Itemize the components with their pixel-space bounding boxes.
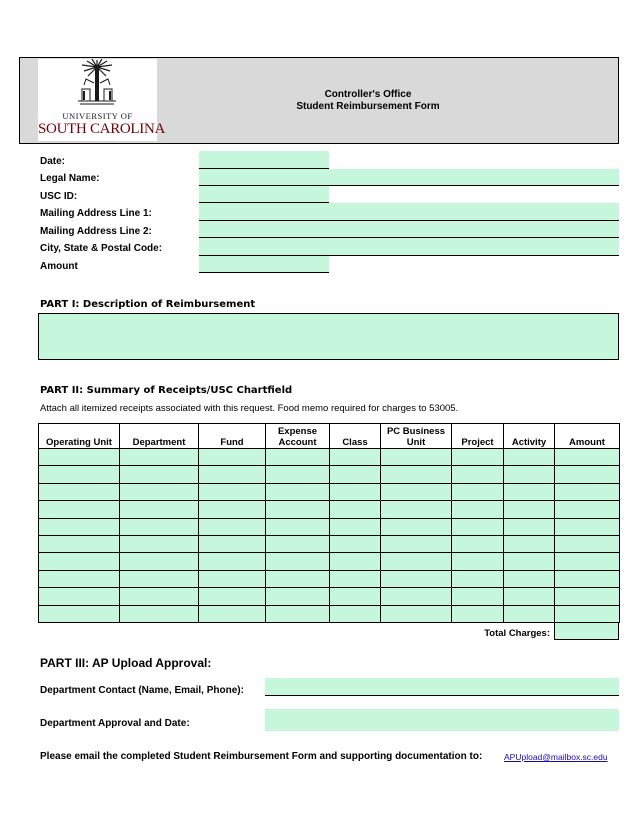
table-cell[interactable] bbox=[452, 501, 504, 518]
table-cell[interactable] bbox=[266, 553, 330, 570]
address-line2-field[interactable] bbox=[199, 221, 619, 238]
table-cell[interactable] bbox=[381, 501, 452, 518]
table-cell[interactable] bbox=[330, 570, 381, 587]
table-row bbox=[39, 570, 620, 587]
table-cell[interactable] bbox=[39, 535, 120, 552]
table-cell[interactable] bbox=[504, 570, 555, 587]
table-cell[interactable] bbox=[330, 605, 381, 622]
table-cell[interactable] bbox=[504, 605, 555, 622]
table-cell[interactable] bbox=[555, 483, 620, 500]
table-cell[interactable] bbox=[381, 518, 452, 535]
table-cell[interactable] bbox=[452, 535, 504, 552]
table-cell[interactable] bbox=[39, 570, 120, 587]
table-cell[interactable] bbox=[39, 605, 120, 622]
table-header-row bbox=[39, 424, 620, 449]
table-cell[interactable] bbox=[504, 501, 555, 518]
table-cell[interactable] bbox=[330, 466, 381, 483]
table-cell[interactable] bbox=[199, 483, 266, 500]
form-title: Student Reimbursement Form bbox=[296, 101, 440, 112]
date-label: Date: bbox=[40, 156, 66, 167]
table-cell[interactable] bbox=[199, 588, 266, 605]
table-cell[interactable] bbox=[504, 483, 555, 500]
table-cell[interactable] bbox=[452, 483, 504, 500]
address-line2-label: Mailing Address Line 2: bbox=[40, 226, 152, 237]
table-cell[interactable] bbox=[266, 605, 330, 622]
table-cell[interactable] bbox=[199, 466, 266, 483]
table-cell[interactable] bbox=[381, 553, 452, 570]
table-cell[interactable] bbox=[452, 449, 504, 466]
table-cell[interactable] bbox=[555, 553, 620, 570]
table-cell[interactable] bbox=[120, 518, 199, 535]
table-cell[interactable] bbox=[266, 483, 330, 500]
table-cell[interactable] bbox=[120, 535, 199, 552]
table-cell[interactable] bbox=[452, 466, 504, 483]
table-row bbox=[39, 553, 620, 570]
part1-title: PART I: Description of Reimbursement bbox=[40, 299, 256, 310]
column-header: Department bbox=[120, 424, 199, 449]
table-cell[interactable] bbox=[266, 466, 330, 483]
table-cell[interactable] bbox=[199, 605, 266, 622]
table-row bbox=[39, 501, 620, 518]
department-contact-label: Department Contact (Name, Email, Phone): bbox=[40, 685, 244, 696]
ap-upload-email-link[interactable]: APUpload@mailbox.sc.edu bbox=[504, 752, 608, 762]
column-header: Operating Unit bbox=[39, 424, 120, 449]
table-row bbox=[39, 535, 620, 552]
logo-line-south-carolina: SOUTH CAROLINA bbox=[38, 121, 166, 137]
table-cell[interactable] bbox=[381, 483, 452, 500]
table-row bbox=[39, 518, 620, 535]
department-approval-field[interactable] bbox=[265, 709, 619, 731]
table-row bbox=[39, 588, 620, 605]
column-header: Activity bbox=[504, 424, 555, 449]
table-cell[interactable] bbox=[504, 518, 555, 535]
table-cell[interactable] bbox=[381, 466, 452, 483]
amount-field[interactable] bbox=[199, 256, 329, 273]
table-cell[interactable] bbox=[555, 518, 620, 535]
table-cell[interactable] bbox=[330, 501, 381, 518]
form-title-block bbox=[158, 89, 578, 113]
table-cell[interactable] bbox=[555, 535, 620, 552]
table-cell[interactable] bbox=[266, 588, 330, 605]
table-cell[interactable] bbox=[381, 570, 452, 587]
address-line1-label: Mailing Address Line 1: bbox=[40, 208, 152, 219]
receipts-table bbox=[38, 423, 620, 623]
table-cell[interactable] bbox=[39, 518, 120, 535]
legal-name-field[interactable] bbox=[199, 169, 619, 186]
table-cell[interactable] bbox=[452, 588, 504, 605]
table-row bbox=[39, 483, 620, 500]
table-cell[interactable] bbox=[266, 449, 330, 466]
office-name: Controller's Office bbox=[324, 89, 412, 100]
table-cell[interactable] bbox=[504, 449, 555, 466]
table-cell[interactable] bbox=[504, 466, 555, 483]
table-cell[interactable] bbox=[199, 535, 266, 552]
table-cell[interactable] bbox=[504, 553, 555, 570]
table-cell[interactable] bbox=[452, 570, 504, 587]
table-cell[interactable] bbox=[120, 483, 199, 500]
column-header: Fund bbox=[199, 424, 266, 449]
table-cell[interactable] bbox=[381, 535, 452, 552]
table-cell[interactable] bbox=[199, 449, 266, 466]
table-cell[interactable] bbox=[330, 518, 381, 535]
table-cell[interactable] bbox=[452, 553, 504, 570]
total-charges-field[interactable] bbox=[554, 622, 619, 640]
table-cell[interactable] bbox=[452, 518, 504, 535]
column-header: Expense Account bbox=[266, 424, 330, 449]
description-field[interactable] bbox=[38, 313, 619, 360]
column-header: Class bbox=[330, 424, 381, 449]
table-cell[interactable] bbox=[555, 588, 620, 605]
table-cell[interactable] bbox=[452, 605, 504, 622]
usc-id-label: USC ID: bbox=[40, 191, 78, 202]
table-cell[interactable] bbox=[199, 553, 266, 570]
legal-name-label: Legal Name: bbox=[40, 173, 100, 184]
total-charges-label: Total Charges: bbox=[484, 628, 550, 639]
address-line1-field[interactable] bbox=[199, 203, 619, 221]
table-cell[interactable] bbox=[266, 570, 330, 587]
table-cell[interactable] bbox=[555, 466, 620, 483]
receipts-note: Attach all itemized receipts associated with this request. Food memo required for charges to 53005. bbox=[40, 403, 459, 414]
table-cell[interactable] bbox=[266, 518, 330, 535]
date-field[interactable] bbox=[199, 151, 329, 169]
table-cell[interactable] bbox=[266, 535, 330, 552]
table-cell[interactable] bbox=[199, 501, 266, 518]
column-header: Amount bbox=[555, 424, 620, 449]
part3-title: PART III: AP Upload Approval: bbox=[40, 656, 212, 670]
table-row bbox=[39, 466, 620, 483]
usc-id-field[interactable] bbox=[199, 186, 329, 203]
amount-label: Amount bbox=[40, 261, 78, 272]
column-header: PC Business Unit bbox=[381, 424, 452, 449]
logo-line-university: UNIVERSITY OF bbox=[62, 111, 133, 121]
table-cell[interactable] bbox=[555, 570, 620, 587]
table-cell[interactable] bbox=[504, 535, 555, 552]
column-header: Project bbox=[452, 424, 504, 449]
table-cell[interactable] bbox=[330, 535, 381, 552]
table-cell[interactable] bbox=[39, 588, 120, 605]
department-contact-field[interactable] bbox=[265, 678, 619, 696]
table-cell[interactable] bbox=[555, 605, 620, 622]
submission-instruction: Please email the completed Student Reimbursement Form and supporting documentation to: bbox=[40, 751, 483, 762]
table-row bbox=[39, 449, 620, 466]
city-state-postal-label: City, State & Postal Code: bbox=[40, 243, 163, 254]
table-cell[interactable] bbox=[120, 570, 199, 587]
table-cell[interactable] bbox=[381, 588, 452, 605]
table-cell[interactable] bbox=[39, 449, 120, 466]
table-cell[interactable] bbox=[199, 518, 266, 535]
department-approval-label: Department Approval and Date: bbox=[40, 718, 190, 729]
table-cell[interactable] bbox=[39, 466, 120, 483]
table-cell[interactable] bbox=[39, 553, 120, 570]
table-cell[interactable] bbox=[120, 501, 199, 518]
table-row bbox=[39, 605, 620, 622]
table-cell[interactable] bbox=[330, 483, 381, 500]
table-cell[interactable] bbox=[266, 501, 330, 518]
table-cell[interactable] bbox=[120, 605, 199, 622]
table-cell[interactable] bbox=[330, 553, 381, 570]
table-cell[interactable] bbox=[120, 466, 199, 483]
table-cell[interactable] bbox=[330, 449, 381, 466]
part2-title: PART II: Summary of Receipts/USC Chartfield bbox=[40, 385, 293, 396]
table-cell[interactable] bbox=[555, 449, 620, 466]
palmetto-tree-icon bbox=[38, 59, 157, 111]
table-cell[interactable] bbox=[381, 449, 452, 466]
table-cell[interactable] bbox=[504, 588, 555, 605]
table-cell[interactable] bbox=[381, 605, 452, 622]
table-cell[interactable] bbox=[120, 553, 199, 570]
city-state-postal-field[interactable] bbox=[199, 238, 619, 256]
table-cell[interactable] bbox=[120, 588, 199, 605]
usc-logo bbox=[38, 59, 166, 141]
table-cell[interactable] bbox=[330, 588, 381, 605]
table-cell[interactable] bbox=[120, 449, 199, 466]
table-cell[interactable] bbox=[199, 570, 266, 587]
table-cell[interactable] bbox=[39, 501, 120, 518]
table-cell[interactable] bbox=[555, 501, 620, 518]
table-cell[interactable] bbox=[39, 483, 120, 500]
